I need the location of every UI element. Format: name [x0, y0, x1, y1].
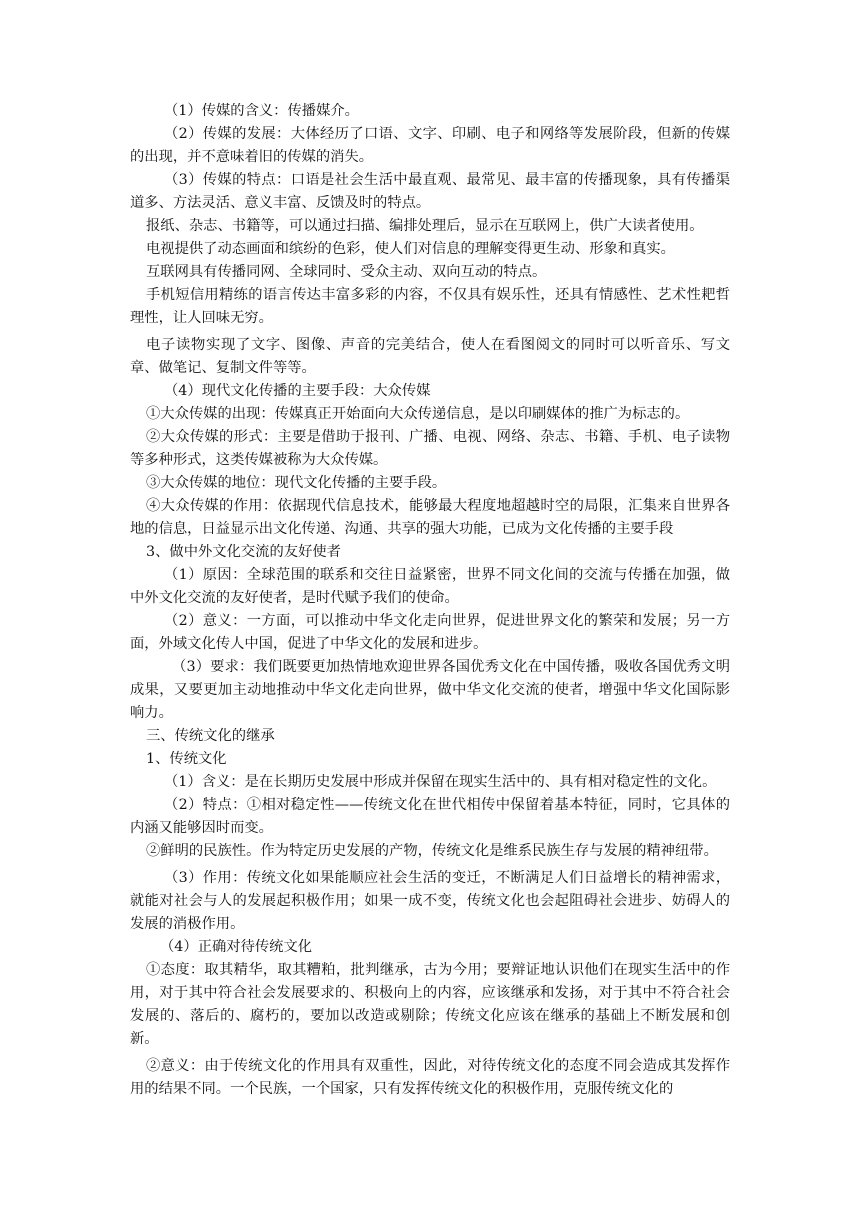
paragraph-newspapers: 报纸、杂志、书籍等，可以通过扫描、编排处理后，显示在互联网上，供广大读者使用。 — [146, 218, 704, 234]
paragraph-media-features: （3）传媒的特点：口语是社会生活中最直观、最常见、最丰富的传播现象，具有传播渠道多、方法灵活、意义丰富、反馈及时的特点。 — [130, 172, 730, 211]
paragraph-internet: 互联网具有传播同网、全球同时、受众主动、双向互动的特点。 — [146, 264, 547, 280]
paragraph-traditional-meaning: （1）含义：是在长期历史发展中形成并保留在现实生活中的、具有相对稳定性的文化。 — [164, 774, 717, 790]
paragraph-sms: 手机短信用精练的语言传达丰富多彩的内容，不仅具有娱乐性，还具有情感性、艺术性耙哲理性，让人回味无穷。 — [130, 287, 730, 326]
section-heading-traditional-culture-inheritance: 三、传统文化的继承 — [146, 728, 275, 744]
paragraph-attitude: ①态度：取其精华，取其糟粕，批判继承，古为今用；要辩证地认识他们在现实生活中的作用，对于其中符合社会发展要求的、积极向上的内容，应该继承和发扬，对于其中不符合社会发展的、落后的、腐朽的，要加以改造或剔除；传统文化应该在继承的基础上不断发展和创新。 — [130, 962, 730, 1047]
paragraph-significance: ②意义：由于传统文化的作用具有双重性，因此，对待传统文化的态度不同会造成其发挥作用的结果不同。一个民族，一个国家，只有发挥传统文化的积极作用，克服传统文化的 — [130, 1058, 730, 1097]
paragraph-exchange-significance: （2）意义：一方面，可以推动中华文化走向世界，促进世界文化的繁荣和发展；另一方面，外域文化传人中国，促进了中华文化的发展和进步。 — [130, 613, 730, 652]
paragraph-traditional-features: （2）特点：①相对稳定性——传统文化在世代相传中保留着基本特征，同时，它具体的内涵又能够因时而变。 — [130, 797, 730, 836]
document-page — [130, 100, 730, 1101]
paragraph-mass-media-heading: （4）现代文化传播的主要手段：大众传媒 — [164, 383, 431, 399]
paragraph-correct-attitude-heading: （4）正确对待传统文化 — [160, 939, 313, 955]
paragraph-national-character: ②鲜明的民族性。作为特定历史发展的产物，传统文化是维系民族生存与发展的精神纽带。 — [146, 843, 718, 859]
paragraph-media-meaning: （1）传媒的含义：传播媒介。 — [164, 103, 359, 119]
paragraph-mass-media-role: ④大众传媒的作用：依据现代信息技术，能够最大程度地超越时空的局限，汇集来自世界各地的信息，日益显示出文化传递、沟通、共享的强大功能，已成为文化传播的主要手段 — [130, 498, 730, 537]
paragraph-exchange-requirements: （3）要求：我们既要更加热情地欢迎世界各国优秀文化在中国传播，吸收各国优秀文明成果，又要更加主动地推动中华文化走向世界，做中华文化交流的使者，增强中华文化国际影响力。 — [130, 659, 730, 721]
paragraph-traditional-function: （3）作用：传统文化如果能顺应社会生活的变迁，不断满足人们日益增长的精神需求，就能对社会与人的发展起积极作用；如果一成不变，传统文化也会起阻碍社会进步、妨碍人的发展的消极作用。 — [130, 870, 730, 932]
paragraph-exchange-reason: （1）原因：全球范围的联系和交往日益紧密，世界不同文化间的交流与传播在加强，做中外文化交流的友好使者，是时代赋予我们的使命。 — [130, 567, 730, 606]
paragraph-television: 电视提供了动态画面和缤纷的色彩，使人们对信息的理解变得更生动、形象和真实。 — [146, 241, 675, 257]
paragraph-media-development: （2）传媒的发展：大体经历了口语、文字、印刷、电子和网络等发展阶段，但新的传媒的出现，并不意味着旧的传媒的消失。 — [130, 126, 730, 165]
subsection-heading-traditional-culture: 1、传统文化 — [146, 751, 227, 767]
paragraph-e-reading: 电子读物实现了文字、图像、声音的完美结合，使人在看图阅文的同时可以听音乐、写文章、做笔记、复制文件等等。 — [130, 337, 730, 376]
paragraph-mass-media-forms: ②大众传媒的形式：主要是借助于报刊、广播、电视、网络、杂志、书籍、手机、电子读物等多种形式，这类传媒被称为大众传媒。 — [130, 429, 730, 468]
paragraph-mass-media-status: ③大众传媒的地位：现代文化传播的主要手段。 — [146, 475, 447, 491]
section-heading-cultural-exchange: 3、做中外文化交流的友好使者 — [146, 544, 341, 560]
paragraph-mass-media-emergence: ①大众传媒的出现：传媒真正开始面向大众传递信息，是以印刷媒体的推广为标志的。 — [146, 406, 690, 422]
